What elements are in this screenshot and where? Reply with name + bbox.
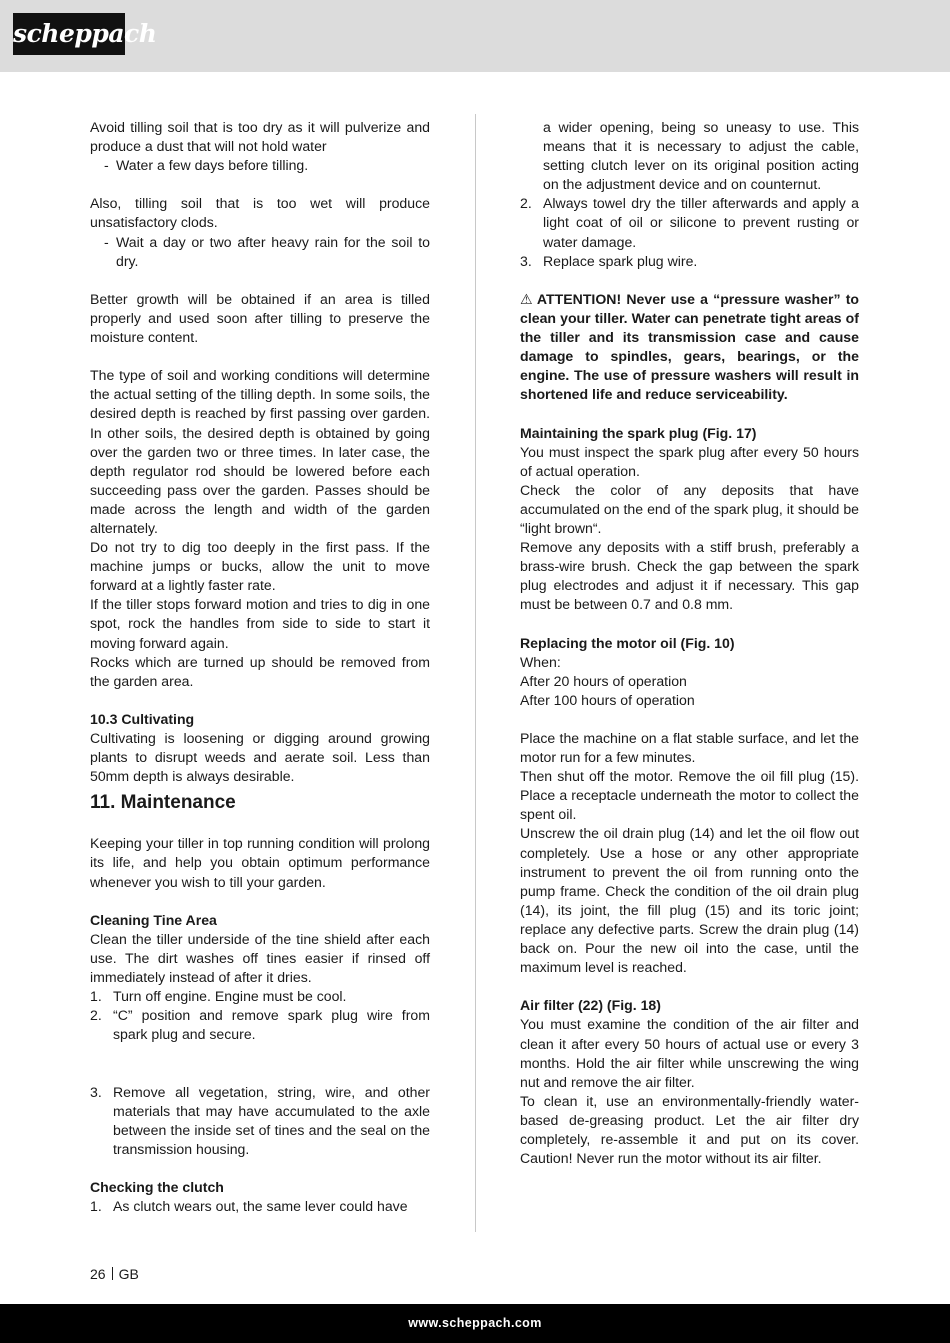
paragraph: Also, tilling soil that is too wet will produce unsatisfactory clods. (90, 195, 430, 231)
section-heading-spark-plug: Maintaining the spark plug (Fig. 17) (520, 424, 757, 441)
attention-warning: ⚠ ATTENTION! Never use a “pressure washer” to clean your tiller. Water can penetrate tight areas of the tiller and its transmission case and cause damage to spindles, gears, bearings, or the engine. The use of pressure washers will result in shortened life and reduce serviceability. (520, 290, 859, 403)
right-column (520, 118, 859, 1168)
paragraph: Rocks which are turned up should be removed from the garden area. (90, 653, 430, 689)
paragraph: You must examine the condition of the air filter and clean it after every 50 hours of actual use or every 3 months. Hold the air filter while unscrewing the wing nut and remove the air filter. (520, 1016, 859, 1090)
separator (112, 1267, 113, 1280)
paragraph: Do not try to dig too deeply in the first pass. If the machine jumps or bucks, allow the unit to move forward at a lightly faster rate. (90, 539, 430, 594)
paragraph: Better growth will be obtained if an area is tilled properly and used soon after tilling to preserve the moisture content. (90, 290, 430, 346)
column-divider (475, 114, 476, 1232)
paragraph: After 100 hours of operation (520, 691, 695, 708)
section-heading-cleaning: Cleaning Tine Area (90, 911, 217, 928)
brand-logo: scheppach (13, 13, 125, 55)
paragraph: Clean the tiller underside of the tine shield after each use. The dirt washes off tines easier if rinsed off immediately instead of after it dries. (90, 930, 430, 986)
chapter-heading-maintenance: 11. Maintenance (90, 792, 236, 814)
numbered-item: 3. Remove all vegetation, string, wire, and other materials that may have accumulated to the axle between the inside set of tines and the seal on the transmission housing. (90, 1083, 430, 1157)
paragraph: Unscrew the oil drain plug (14) and let the oil flow out completely. Use a hose or any other appropriate instrument to prevent the oil from running onto the pump frame. Check the condition of the oil drain plug (14), its joint, the fill plug (15) and its toric joint; replace any defective parts. Screw the drain plug (14) back on. Pour the new oil into the case, until the maximum level is reached. (520, 825, 859, 976)
numbered-item: 3. Replace spark plug wire. (520, 252, 698, 269)
website-link[interactable]: www.scheppach.com (408, 1316, 542, 1330)
paragraph: a wider opening, being so uneasy to use. This means that it is necessary to adjust the cable, setting clutch lever on its original position acting on the adjustment device and on counternut. (543, 119, 859, 193)
bullet-item: - Wait a day or two after heavy rain for the soil to dry. (104, 233, 430, 269)
paragraph: To clean it, use an environmentally-friendly water-based de-greasing product. Let the air filter dry completely, re-assemble it and put on its cover. Caution! Never run the motor without its air filter. (520, 1092, 859, 1167)
section-heading-cultivating: 10.3 Cultivating (90, 710, 195, 727)
paragraph: The type of soil and working conditions will determine the actual setting of the tilling depth. In some soils, the desired depth is reached by first passing over garden. In other soils, the desired depth is obtained by going over the garden two or three times. In later case, the depth regulator rod should be lowered before each succeeding pass over the garden. Passes should be made across the length and width of the garden alternately. (90, 367, 430, 536)
page-footer (0, 1304, 950, 1343)
section-heading-clutch: Checking the clutch (90, 1179, 224, 1196)
numbered-item: 2. “C” position and remove spark plug wire from spark plug and secure. (90, 1007, 430, 1043)
paragraph: When: (520, 653, 561, 670)
paragraph: Remove any deposits with a stiff brush, preferably a brass-wire brush. Check the gap between the spark plug electrodes and adjust it if necessary. This gap must be between 0.7 and 0.8 mm. (520, 539, 859, 613)
paragraph: Check the color of any deposits that have accumulated on the end of the spark plug, it should be “light brown“. (520, 481, 859, 536)
dash-marker: - (104, 157, 109, 174)
paragraph: Keeping your tiller in top running condition will prolong its life, and help you obtain optimum performance whenever you wish to till your garden. (90, 835, 430, 890)
warning-triangle-icon: ⚠ (520, 290, 534, 307)
paragraph: If the tiller stops forward motion and tries to dig in one spot, rock the handles from side to side to start it moving forward again. (90, 596, 430, 651)
numbered-item: 1. Turn off engine. Engine must be cool. (90, 988, 347, 1005)
paragraph: Avoid tilling soil that is too dry as it will pulverize and produce a dust that will not hold water (90, 119, 430, 155)
numbered-item: 2. Always towel dry the tiller afterwards and apply a light coat of oil or silicone to prevent rusting or water damage. (520, 195, 859, 250)
paragraph: Then shut off the motor. Remove the oil fill plug (15). Place a receptacle underneath the motor to collect the spent oil. (520, 768, 859, 823)
section-heading-air-filter: Air filter (22) (Fig. 18) (520, 997, 661, 1014)
page-header (0, 0, 950, 72)
paragraph: After 20 hours of operation (520, 672, 687, 689)
bullet-item: - Water a few days before tilling. (90, 156, 430, 175)
paragraph: You must inspect the spark plug after every 50 hours of actual operation. (520, 443, 859, 479)
left-column (90, 118, 430, 1216)
paragraph: Cultivating is loosening or digging around growing plants to disrupt weeds and aerate soil. Less than 50mm depth is always desirable. (90, 730, 430, 785)
paragraph: Place the machine on a flat stable surface, and let the motor run for a few minutes. (520, 730, 859, 766)
dash-marker: - (104, 233, 109, 250)
page-number: 26 GB (90, 1266, 139, 1282)
numbered-item: 1. As clutch wears out, the same lever could have (90, 1198, 408, 1215)
section-heading-motor-oil: Replacing the motor oil (Fig. 10) (520, 634, 735, 651)
